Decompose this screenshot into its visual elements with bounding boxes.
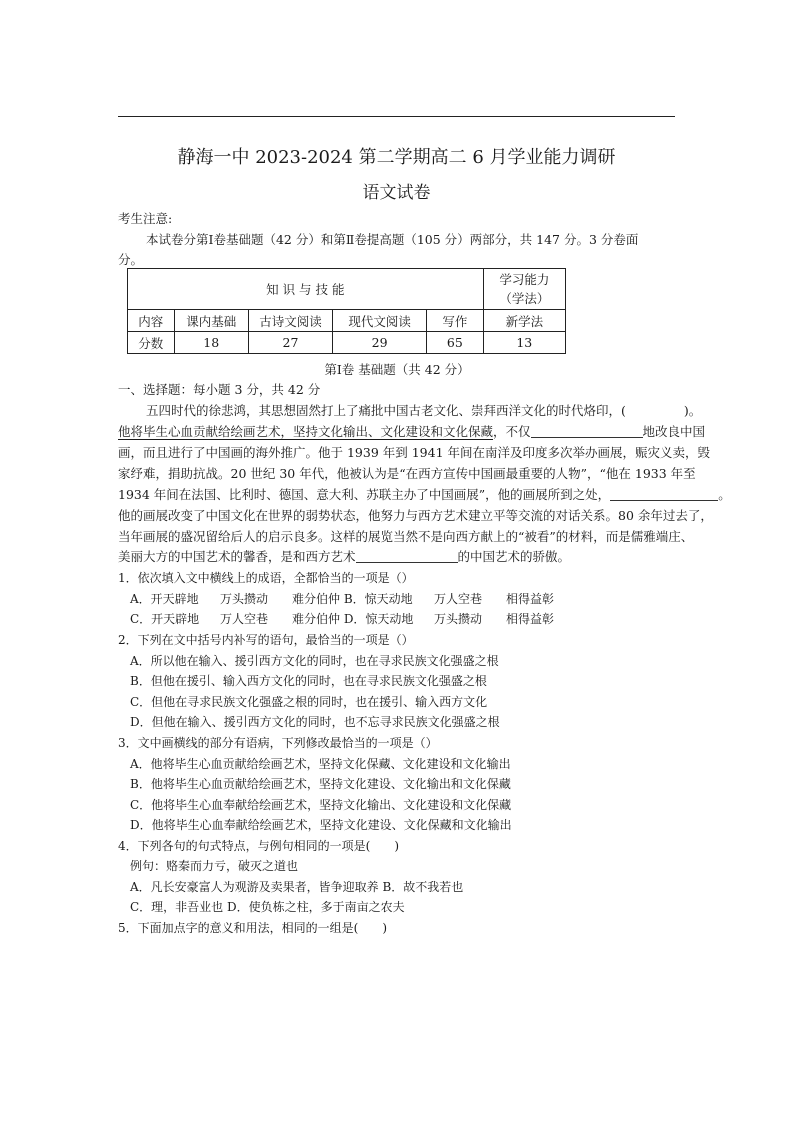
q2-option-b: B．但他在援引、输入西方文化的同时，也在寻求民族文化强盛之根 <box>130 674 487 688</box>
q1-item: 万头攒动 <box>434 612 483 626</box>
q1-option-ab <box>130 589 554 609</box>
q3-option-c: C．他将毕生心血奉献给绘画艺术，坚持文化输出、文化建设和文化保藏 <box>130 798 512 812</box>
q1-item: 难分伯仲 D．惊天动地 <box>292 612 414 626</box>
passage-line-5 <box>118 485 731 505</box>
table-cell: 写作 <box>427 310 484 332</box>
passage-line-6: 他的画展改变了中国文化在世界的弱势状态，他努力与西方艺术建立平等交流的对话关系。80 余年过去了， <box>118 508 713 523</box>
passage-line-2 <box>118 422 705 442</box>
q4-option-ab: A．凡长安豪富人为观游及卖果者，皆争迎取养 B．故不我若也 <box>130 880 464 894</box>
q1-item: A．开天辟地 <box>130 592 199 606</box>
passage-text: )。 <box>683 403 702 418</box>
table-group-header: 知 识 与 技 能 <box>128 269 484 310</box>
q2-option-d: D．但他在输入、援引西方文化的同时，也不忘寻求民族文化强盛之根 <box>130 715 500 729</box>
table-cell: 27 <box>248 332 332 354</box>
score-table <box>127 268 566 354</box>
q1-item: 万头攒动 <box>220 592 269 606</box>
passage-text: 美丽大方的中国艺术的馨香，是和西方艺术 <box>118 549 356 564</box>
passage-text: 的中国艺术的骄傲。 <box>457 549 571 564</box>
table-cell: 内容 <box>128 310 175 332</box>
table-cell: 现代文阅读 <box>333 310 427 332</box>
q1-item: 相得益彰 <box>506 612 555 626</box>
table-row-scores <box>128 332 566 354</box>
table-cell: 课内基础 <box>174 310 248 332</box>
table-cell: 古诗文阅读 <box>248 310 332 332</box>
question-1-stem: 1．依次填入文中横线上的成语，全都恰当的一项是（） <box>118 571 414 585</box>
passage-text: 1934 年间在法国、比利时、德国、意大利、苏联主办了中国画展”，他的画展所到之处， <box>118 487 611 502</box>
header-rule <box>118 116 675 117</box>
table-cell: 13 <box>483 332 565 354</box>
notice-text-line1: 本试卷分第Ⅰ卷基础题（42 分）和第Ⅱ卷提高题（105 分）两部分，共 147 分。3 分卷面 <box>146 232 639 247</box>
passage-line-7: 当年画展的盛况留给后人的启示良多。这样的展览当然不是向西方献上的“被看”的材料，而是儒雅端庄、 <box>118 529 694 544</box>
table-row-content <box>128 310 566 332</box>
notice-label: 考生注意: <box>118 211 173 226</box>
passage-text: 地改良中国 <box>642 424 706 439</box>
ability-header-line2: （学法） <box>499 291 550 306</box>
answer-bracket-blank <box>626 403 684 417</box>
table-cell: 29 <box>333 332 427 354</box>
q1-option-cd <box>130 609 554 629</box>
section-title: 第Ⅰ卷 基础题（共 42 分） <box>324 362 470 377</box>
part-heading: 一、选择题：每小题 3 分，共 42 分 <box>118 382 321 397</box>
ability-header-line1: 学习能力 <box>499 272 550 287</box>
table-cell: 新学法 <box>483 310 565 332</box>
table-cell: 18 <box>174 332 248 354</box>
q1-item: 难分伯仲 B．惊天动地 <box>292 592 413 606</box>
q3-option-a: A．他将毕生心血贡献给绘画艺术，坚持文化保藏、文化建设和文化输出 <box>130 757 511 771</box>
passage-text: 。 <box>718 487 731 502</box>
passage-line-3: 画，而且进行了中国画的海外推广。他于 1939 年到 1941 年间在南洋及印度多次举办画展，赈灾义卖，毁 <box>118 445 711 460</box>
q3-option-b: B．他将毕生心血贡献给绘画艺术，坚持文化建设、文化输出和文化保藏 <box>130 777 511 791</box>
fill-blank <box>610 486 718 501</box>
fill-blank <box>531 423 643 438</box>
passage-line-4: 家纾难，捐助抗战。20 世纪 30 年代，他被认为是“在西方宣传中国画最重要的人物”，“他在 1933 年至 <box>118 466 696 481</box>
table-cell: 分数 <box>128 332 175 354</box>
q4-option-cd: C．理，非吾业也 D．使负栋之柱，多于南亩之农夫 <box>130 900 405 914</box>
q2-option-a: A．所以他在输入、援引西方文化的同时，也在寻求民族文化强盛之根 <box>130 654 499 668</box>
table-ability-header <box>483 269 565 310</box>
q4-example: 例句：赂秦而力亏，破灭之道也 <box>130 859 299 873</box>
q1-item: 万人空巷 <box>220 612 269 626</box>
table-cell: 65 <box>427 332 484 354</box>
q3-option-d: D．他将毕生心血奉献给绘画艺术，坚持文化建设、文化保藏和文化输出 <box>130 818 512 832</box>
fill-blank <box>356 548 458 563</box>
passage-line-1 <box>146 401 701 421</box>
exam-title: 静海一中 2023-2024 第二学期高二 6 月学业能力调研 <box>177 147 616 168</box>
question-4-stem: 4．下列各句的句式特点，与例句相同的一项是( ) <box>118 839 400 853</box>
q1-item: 相得益彰 <box>506 592 555 606</box>
q1-item: 万人空巷 <box>434 592 483 606</box>
passage-text: ，不仅 <box>493 424 531 439</box>
underlined-sentence: 他将毕生心血贡献给绘画艺术，坚持文化输出、文化建设和文化保藏 <box>118 424 494 439</box>
notice-text-line2: 分。 <box>118 252 144 267</box>
exam-subtitle: 语文试卷 <box>362 183 431 203</box>
question-3-stem: 3．文中画横线的部分有语病，下列修改最恰当的一项是（） <box>118 736 438 750</box>
q1-item: C．开天辟地 <box>130 612 200 626</box>
q2-option-c: C．但他在寻求民族文化强盛之根的同时，也在援引、输入西方文化 <box>130 695 488 709</box>
passage-text: 五四时代的徐悲鸿，其思想固然打上了痛批中国古老文化、崇拜西洋文化的时代烙印，( <box>146 403 626 418</box>
passage-line-8 <box>118 547 570 567</box>
question-2-stem: 2．下列在文中括号内补写的语句，最恰当的一项是（） <box>118 633 414 647</box>
question-5-stem: 5．下面加点字的意义和用法，相同的一组是( ) <box>118 921 387 935</box>
